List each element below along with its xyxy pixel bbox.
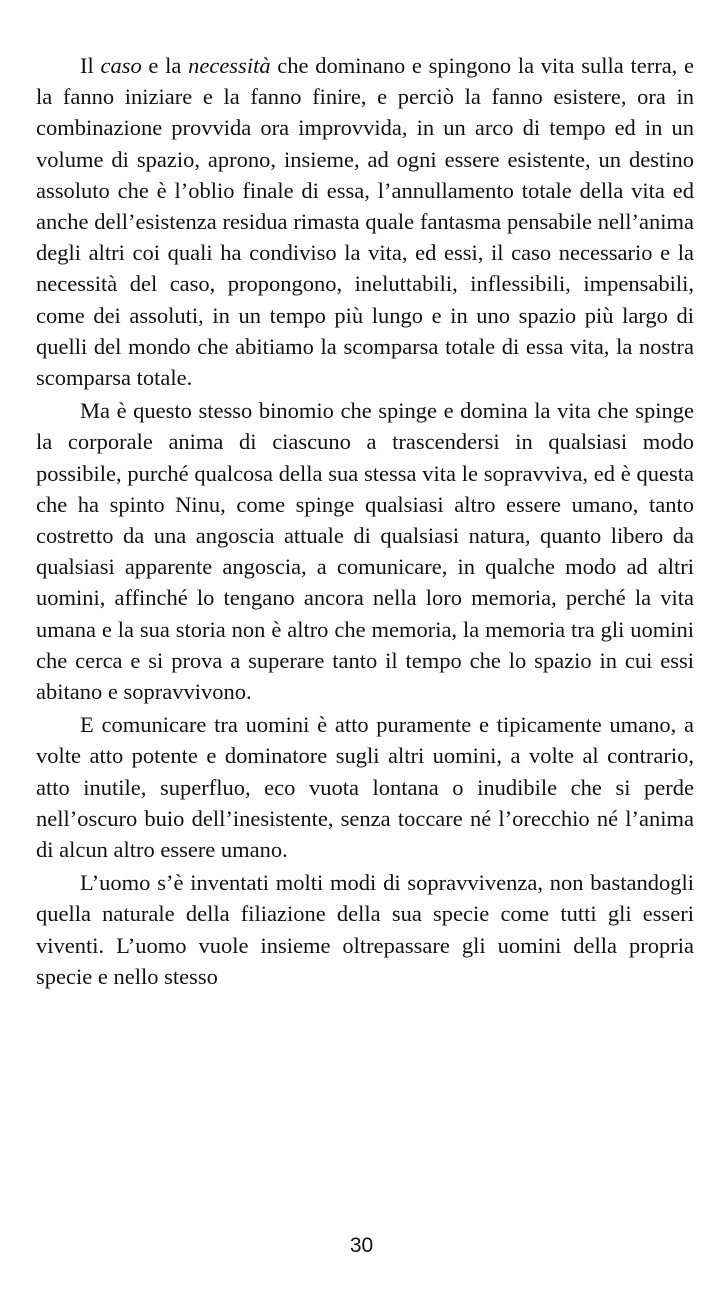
paragraph-1-run-3: e la (141, 53, 189, 78)
paragraph-1-run-5: che dominano e spingono la vita sulla terra, e la fanno iniziare e la fanno finire, e perciò la fanno esistere, ora in combinazione provvida ora improvvida, in un arco di tempo ed in un volume di spazio, aprono, insieme, ad ogni essere esistente, un destino assoluto che è l’oblio finale di essa, l’annullamento totale della vita ed anche dell’esistenza residua rimasta quale fantasma pensabile nell’anima degli altri coi quali ha condiviso la vita, ed essi, il caso necessario e la necessità del caso, propongono, ineluttabili, inflessibili, impensabili, come dei assoluti, in un tempo più lungo e in uno spazio più largo di quelli del mondo che abitiamo la scomparsa totale di essa vita, la nostra scomparsa totale. (36, 53, 695, 391)
paragraph-1-run-1: Il (80, 53, 101, 78)
paragraph-4-run-1: L’uomo s’è inventati molti modi di sopravvivenza, non bastandogli quella naturale della filiazione della sua specie come tutti gli esseri viventi. L’uomo vuole insieme oltrepassare gli uomini della propria specie e nello stesso (36, 870, 694, 989)
paragraph-3-run-1: E comunicare tra uomini è atto puramente e tipicamente umano, a volte atto potente e dominatore sugli altri uomini, a volte al contrario, atto inutile, superfluo, eco vuota lontana o inudibile che si perde nell’oscuro buio dell’inesistente, senza toccare né l’orecchio né l’anima di alcun altro essere umano. (36, 712, 694, 863)
paragraph-2 (36, 395, 694, 707)
paragraph-1-run-4: necessità (188, 53, 271, 78)
page-number: 30 (349, 1234, 374, 1257)
paragraph-1-run-2: caso (100, 53, 142, 78)
page-body (36, 50, 694, 992)
paragraph-2-run-1: Ma è questo stesso binomio che spinge e domina la vita che spinge la corporale anima di ciascuno a trascendersi in qualsiasi modo possibile, purché qualcosa della sua stessa vita le sopravviva, ed è questa che ha spinto Ninu, come spinge qualsiasi altro essere umano, tanto costretto da una angoscia attuale di qualsiasi natura, quanto libero da qualsiasi apparente angoscia, a comunicare, in qualche modo ad altri uomini, affinché lo tengano ancora nella loro memoria, perché la vita umana e la sua storia non è altro che memoria, la memoria tra gli uomini che cerca e si prova a superare tanto il tempo che lo spazio in cui essi abitano e sopravvivono. (36, 398, 694, 705)
paragraph-1 (36, 50, 694, 393)
paragraph-3 (36, 709, 694, 865)
paragraph-4 (36, 867, 694, 992)
